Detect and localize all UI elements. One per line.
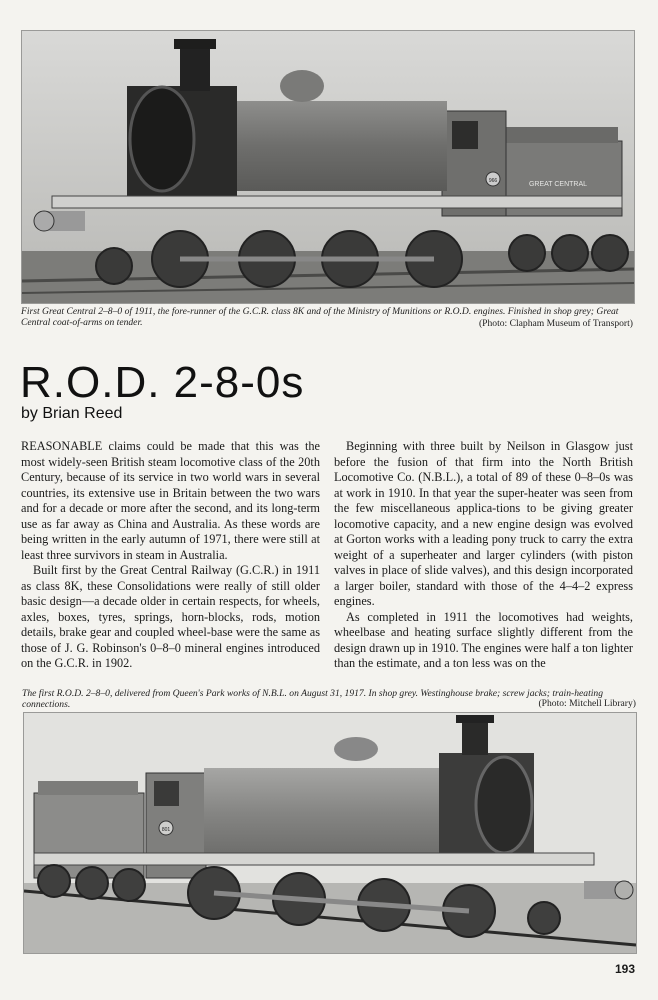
- rod-2-8-0-image: [24, 713, 636, 953]
- paragraph: As completed in 1911 the locomotives had weights, wheelbase and heating surface slightly different from the design drawn up in 1910. The engines were half a ton lighter than the estimate, and a ton less was on the: [334, 609, 633, 670]
- loco-number: 801: [161, 827, 171, 833]
- page-number: 193: [614, 962, 635, 976]
- gcr-2-8-0-image: [22, 31, 634, 303]
- photo-caption-bottom: The first R.O.D. 2–8–0, delivered from Queen's Park works of N.B.L. on August 31, 1917. In shop grey. Westinghouse brake; screw jacks; train-heating connections.: [22, 688, 603, 710]
- article-byline: by Brian Reed: [21, 405, 123, 422]
- paragraph: Built first by the Great Central Railway (G.C.R.) in 1911 as class 8K, these Consolidations were really of still older basic design—a decade older in certain respects, for wheels, axles, boxes, tyres, springs, horn-blocks, rods, motion details, brake gear and coupled wheel-base were the same as those of J. G. Robinson's 0–8–0 mineral engines introduced on the G.C.R. in 1902.: [21, 563, 320, 670]
- paragraph: Beginning with three built by Neilson in Glasgow just before the fusion of that firm into the North British Locomotive Co. (N.B.L.), a total of 89 of these 0–8–0s was at work in 1910. In that year the super-heater was seen from the few miscellaneous applica-tions to be giving greater locomotive capacity, and a new engine design was evolved at Gorton works with a leading pony truck to carry the extra weight of a superheater and larger cylinders (with piston valves in place of slide valves), and this design incorporated a larger boiler, standard with those of the 4–4–2 express engines.: [334, 439, 633, 608]
- photo-credit-bottom: (Photo: Mitchell Library): [538, 698, 636, 709]
- tender-lettering: GREAT CENTRAL: [528, 181, 588, 188]
- photo-caption-top: First Great Central 2–8–0 of 1911, the fore-runner of the G.C.R. class 8K and of the Ministry of Munitions or R.O.D. engines. Finished in shop grey; Great Central coat-of-arms on tender.: [21, 306, 619, 328]
- paragraph: REASONABLE claims could be made that this was the most widely-seen British steam locomotive class of the 20th Century, because of its service in two world wars in several countries, its extensive use in Britain between the two wars and for a decade or more after the second, and its long-term use as far away as China and Australia. As these words are being written in the early autumn of 1971, there were still at least three survivors in steam in Australia.: [21, 439, 320, 562]
- photo-credit-top: (Photo: Clapham Museum of Transport): [478, 318, 633, 329]
- locomotive-photo-bottom: [23, 712, 637, 954]
- locomotive-photo-top: [21, 30, 635, 304]
- article-column-right: [334, 439, 633, 672]
- article-title: R.O.D. 2-8-0s: [20, 358, 305, 407]
- article-column-left: [21, 439, 320, 672]
- loco-number: 966: [488, 178, 498, 184]
